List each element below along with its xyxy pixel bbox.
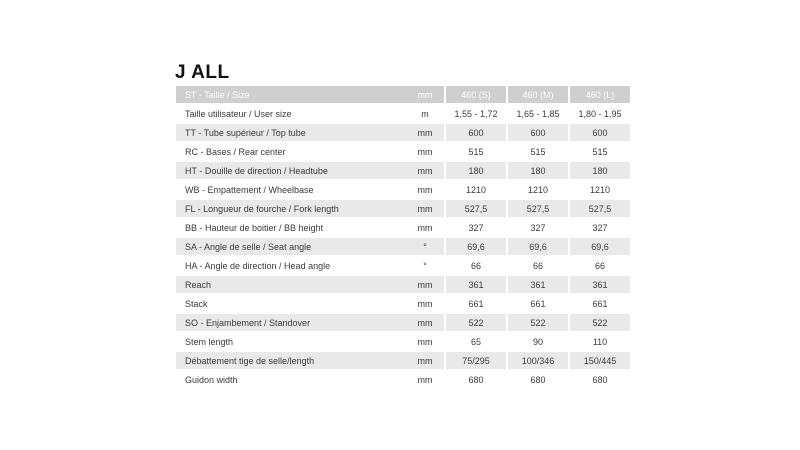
value-l: 1,80 - 1,95 [568,105,630,124]
value-m: 100/346 [506,352,568,371]
row-unit: mm [406,371,444,390]
row-unit: mm [406,143,444,162]
value-s: 361 [444,276,506,295]
value-l: 515 [568,143,630,162]
value-s: 1210 [444,181,506,200]
value-l: 600 [568,124,630,143]
row-label: HA - Angle de direction / Head angle [176,257,406,276]
value-s: 522 [444,314,506,333]
value-l: 361 [568,276,630,295]
value-s: 69,6 [444,238,506,257]
value-l: 327 [568,219,630,238]
value-m: 361 [506,276,568,295]
table-row [176,200,630,219]
row-unit: mm [406,276,444,295]
header-cell-unit: mm [406,86,444,105]
row-label: WB - Empattement / Wheelbase [176,181,406,200]
header-cell-s: 460 (S) [444,86,506,105]
table-row [176,181,630,200]
value-s: 65 [444,333,506,352]
header-cell-l: 460 (L) [568,86,630,105]
value-m: 66 [506,257,568,276]
value-m: 527,5 [506,200,568,219]
row-unit: mm [406,352,444,371]
row-unit: m [406,105,444,124]
row-label: Reach [176,276,406,295]
row-label: HT - Douille de direction / Headtube [176,162,406,181]
table-row [176,371,630,390]
table-row [176,257,630,276]
row-label: Stack [176,295,406,314]
table-row [176,162,630,181]
table-row [176,333,630,352]
table-header-row [176,86,630,105]
value-l: 110 [568,333,630,352]
value-s: 66 [444,257,506,276]
row-unit: mm [406,219,444,238]
table-row [176,105,630,124]
value-m: 180 [506,162,568,181]
value-m: 515 [506,143,568,162]
row-unit: ° [406,238,444,257]
value-l: 1210 [568,181,630,200]
value-m: 600 [506,124,568,143]
value-m: 1210 [506,181,568,200]
value-l: 680 [568,371,630,390]
row-label: TT - Tube supérieur / Top tube [176,124,406,143]
value-l: 66 [568,257,630,276]
value-m: 661 [506,295,568,314]
value-m: 522 [506,314,568,333]
row-label: Taille utilisateur / User size [176,105,406,124]
value-s: 680 [444,371,506,390]
header-cell-size: ST - Taille / Size [176,86,406,105]
value-l: 69,6 [568,238,630,257]
row-label: SO - Enjambement / Standover [176,314,406,333]
value-m: 1,65 - 1,85 [506,105,568,124]
table-row [176,238,630,257]
row-unit: mm [406,200,444,219]
value-s: 327 [444,219,506,238]
row-unit: mm [406,124,444,143]
row-label: Débattement tige de selle/length [176,352,406,371]
row-label: RC - Bases / Rear center [176,143,406,162]
value-s: 75/295 [444,352,506,371]
value-m: 90 [506,333,568,352]
header-cell-m: 460 (M) [506,86,568,105]
value-s: 661 [444,295,506,314]
row-unit: ° [406,257,444,276]
geometry-table [176,86,630,390]
value-l: 180 [568,162,630,181]
value-m: 680 [506,371,568,390]
row-unit: mm [406,295,444,314]
table-row [176,314,630,333]
row-label: SA - Angle de selle / Seat angle [176,238,406,257]
table-row [176,143,630,162]
value-m: 69,6 [506,238,568,257]
row-unit: mm [406,333,444,352]
value-s: 515 [444,143,506,162]
table-row [176,124,630,143]
value-s: 180 [444,162,506,181]
value-s: 1,55 - 1,72 [444,105,506,124]
table-row [176,295,630,314]
row-label: BB - Hauteur de boitier / BB height [176,219,406,238]
row-label: FL - Longueur de fourche / Fork length [176,200,406,219]
page-title: J ALL [175,62,230,83]
table-row [176,352,630,371]
row-unit: mm [406,162,444,181]
row-label: Stem length [176,333,406,352]
row-label: Guidon width [176,371,406,390]
table-row [176,219,630,238]
table-row [176,276,630,295]
row-unit: mm [406,314,444,333]
value-l: 522 [568,314,630,333]
value-s: 600 [444,124,506,143]
value-l: 150/445 [568,352,630,371]
value-l: 661 [568,295,630,314]
value-s: 527,5 [444,200,506,219]
row-unit: mm [406,181,444,200]
value-m: 327 [506,219,568,238]
value-l: 527,5 [568,200,630,219]
